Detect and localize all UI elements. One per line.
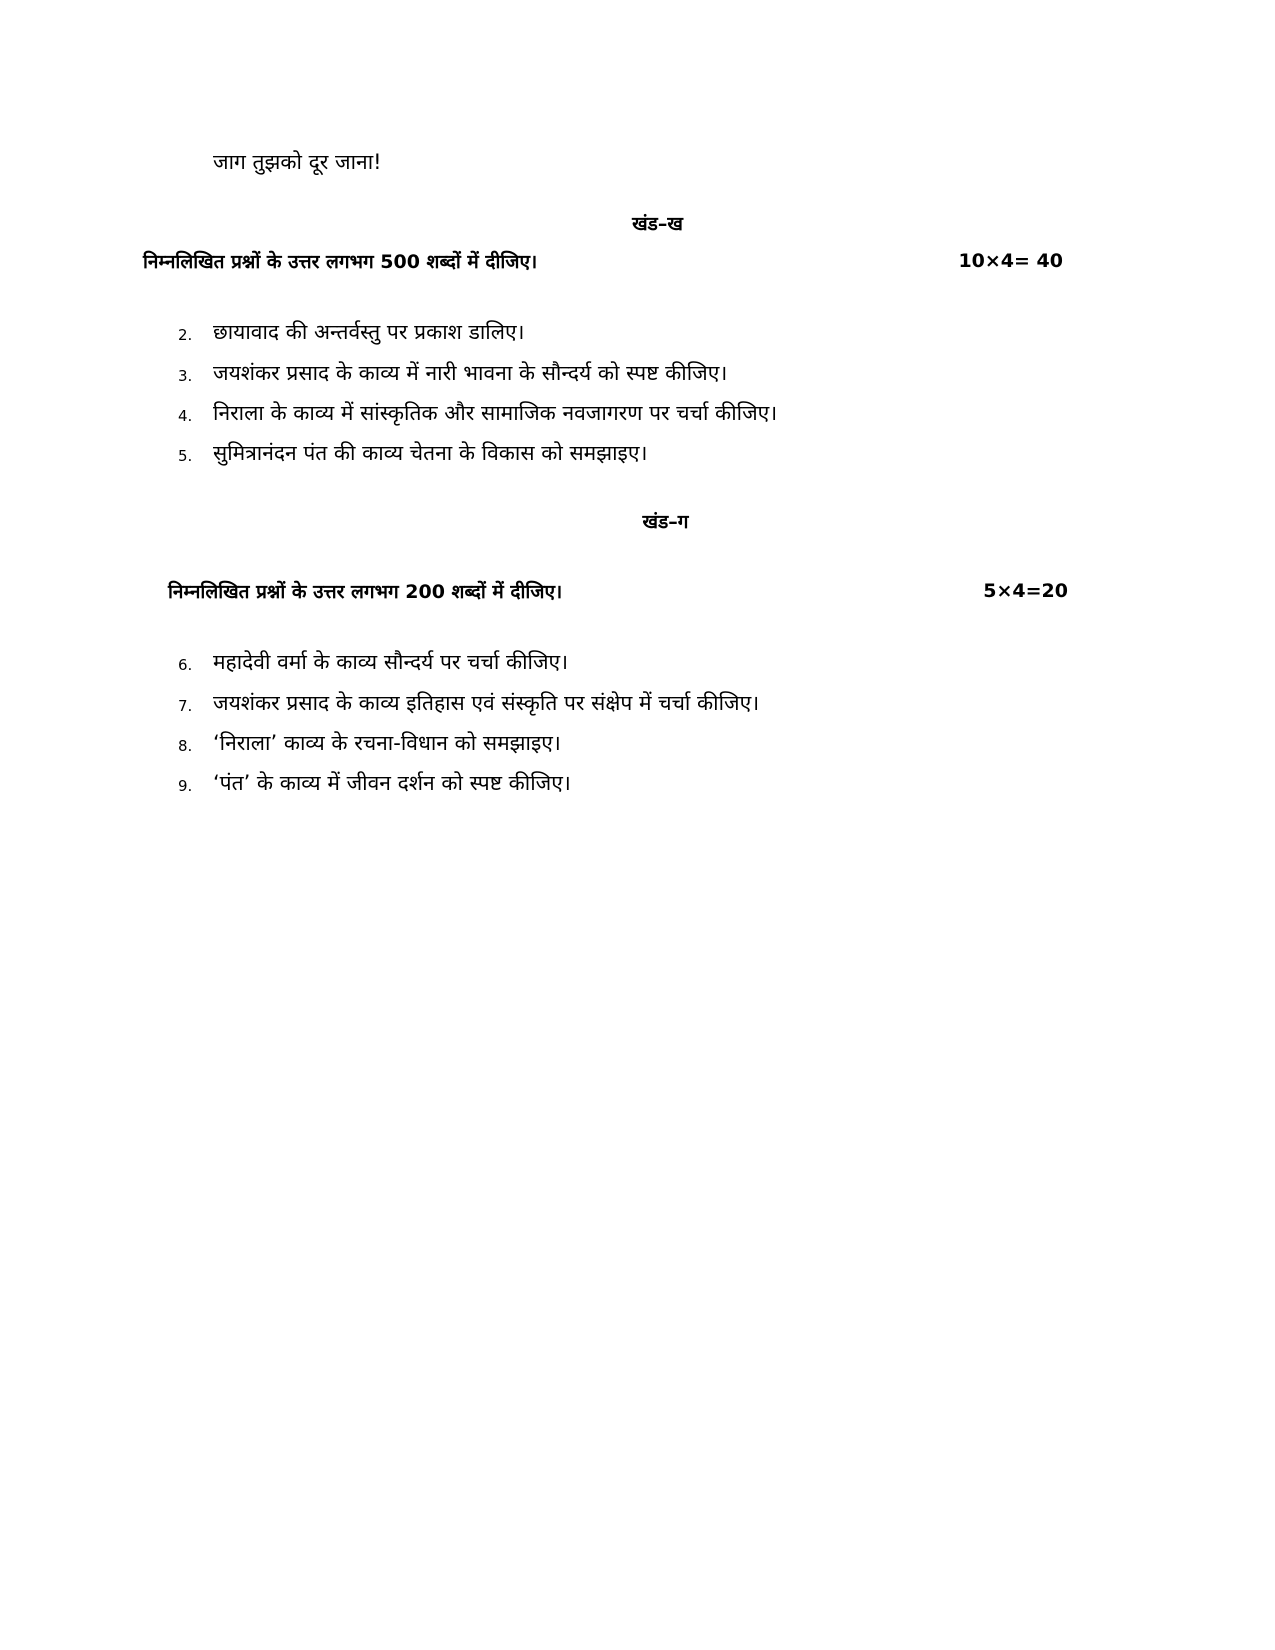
question-number: 2. [178,326,193,344]
question-number: 8. [178,737,193,755]
section-c-heading: खंड–ग [642,511,689,533]
poem-line: जाग तुझको दूर जाना! [213,150,382,174]
section-c-instruction: निम्नलिखित प्रश्नों के उत्तर लगभग 200 शब्दों में दीजिए। [168,581,563,603]
question-text: ‘पंत’ के काव्य में जीवन दर्शन को स्पष्ट कीजिए। [213,771,571,795]
question-number: 9. [178,777,193,795]
question-number: 3. [178,367,193,385]
question-text: जयशंकर प्रसाद के काव्य इतिहास एवं संस्कृति पर संक्षेप में चर्चा कीजिए। [213,691,760,715]
question-text: ‘निराला’ काव्य के रचना-विधान को समझाइए। [213,731,561,755]
question-text: जयशंकर प्रसाद के काव्य में नारी भावना के सौन्दर्य को स्पष्ट कीजिए। [213,361,728,385]
section-b-heading: खंड–ख [632,213,683,235]
question-number: 4. [178,407,193,425]
question-text: छायावाद की अन्तर्वस्तु पर प्रकाश डालिए। [213,320,525,344]
question-number: 6. [178,656,193,674]
question-text: महादेवी वर्मा के काव्य सौन्दर्य पर चर्चा कीजिए। [213,650,569,674]
section-c-marks: 5×4=20 [983,580,1068,602]
question-number: 7. [178,697,193,715]
question-text: सुमित्रानंदन पंत की काव्य चेतना के विकास को समझाइए। [213,441,648,465]
question-text: निराला के काव्य में सांस्कृतिक और सामाजिक नवजागरण पर चर्चा कीजिए। [213,401,778,425]
section-b-instruction: निम्नलिखित प्रश्नों के उत्तर लगभग 500 शब्दों में दीजिए। [143,251,538,273]
section-b-marks: 10×4= 40 [958,250,1063,272]
question-number: 5. [178,447,193,465]
